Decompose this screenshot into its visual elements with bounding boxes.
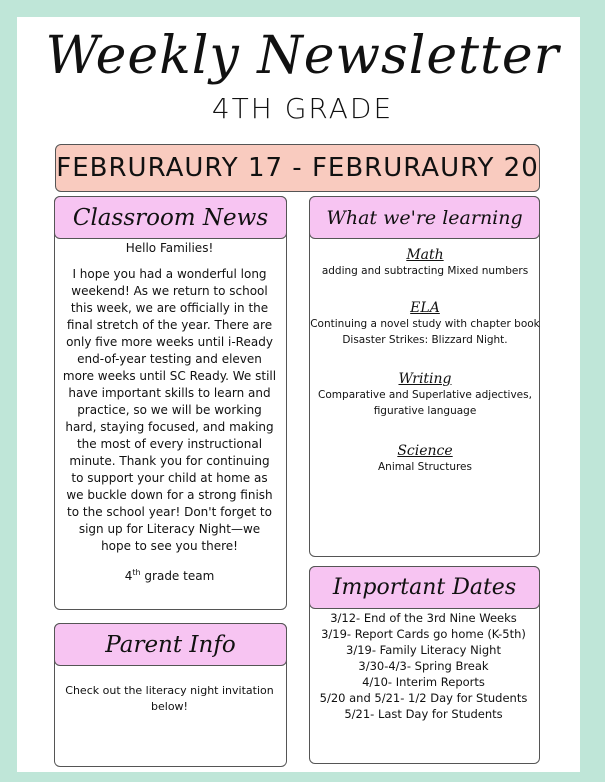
date-item: 5/21- Last Day for Students bbox=[344, 707, 503, 721]
writing-heading: Writing bbox=[398, 371, 452, 387]
newsletter-subtitle: 4TH GRADE bbox=[211, 92, 394, 125]
parent-info-text: Check out the literacy night invitation below! bbox=[65, 684, 274, 713]
date-item: 4/10- Interim Reports bbox=[362, 675, 485, 689]
date-item: 3/12- End of the 3rd Nine Weeks bbox=[330, 611, 517, 625]
ela-text: Continuing a novel study with chapter book Disaster Strikes: Blizzard Night. bbox=[310, 318, 540, 346]
important-dates-list bbox=[312, 610, 535, 722]
learning-science bbox=[310, 443, 540, 475]
date-item: 3/19- Report Cards go home (K-5th) bbox=[321, 627, 526, 641]
learning-writing bbox=[310, 371, 540, 419]
date-item: 3/30-4/3- Spring Break bbox=[358, 659, 489, 673]
ela-heading: ELA bbox=[410, 300, 440, 316]
math-text: adding and subtracting Mixed numbers bbox=[321, 265, 529, 277]
date-item: 3/19- Family Literacy Night bbox=[346, 643, 501, 657]
writing-text: Comparative and Superlative adjectives, figurative language bbox=[318, 389, 532, 417]
news-signature bbox=[62, 564, 277, 585]
news-greeting: Hello Families! bbox=[125, 241, 214, 255]
learning-heading: What we're learning bbox=[309, 196, 540, 239]
classroom-news-body bbox=[62, 240, 277, 594]
date-item: 5/20 and 5/21- 1/2 Day for Students bbox=[319, 691, 528, 705]
date-banner: FEBRURAURY 17 - FEBRURAURY 20 bbox=[55, 144, 540, 192]
important-dates-heading: Important Dates bbox=[309, 566, 540, 609]
parent-info-heading: Parent Info bbox=[54, 623, 287, 666]
newsletter-title: Weekly Newsletter bbox=[45, 26, 560, 86]
science-text: Animal Structures bbox=[378, 461, 472, 473]
learning-math bbox=[310, 247, 540, 279]
sign-team: grade team bbox=[140, 569, 215, 583]
math-heading: Math bbox=[406, 247, 444, 263]
science-heading: Science bbox=[397, 443, 453, 459]
classroom-news-heading: Classroom News bbox=[54, 196, 287, 239]
learning-ela bbox=[310, 300, 540, 348]
news-paragraph: I hope you had a wonderful long weekend! As we return to school this week, we are officially in the final stretch of the year. There are only five more weeks until i-Ready end-of-year testing and eleven more weeks until SC Ready. We still have important skills to learn and practice, so we will be working hard, staying focused, and making the most of every instructional minute. Thank you for continuing to support your child at home as we buckle down for a strong finish to the school year! Don't forget to sign up for Literacy Night—we hope to see you there! bbox=[62, 267, 277, 553]
sign-sup: th bbox=[132, 568, 141, 577]
sign-grade: 4 bbox=[124, 569, 133, 583]
